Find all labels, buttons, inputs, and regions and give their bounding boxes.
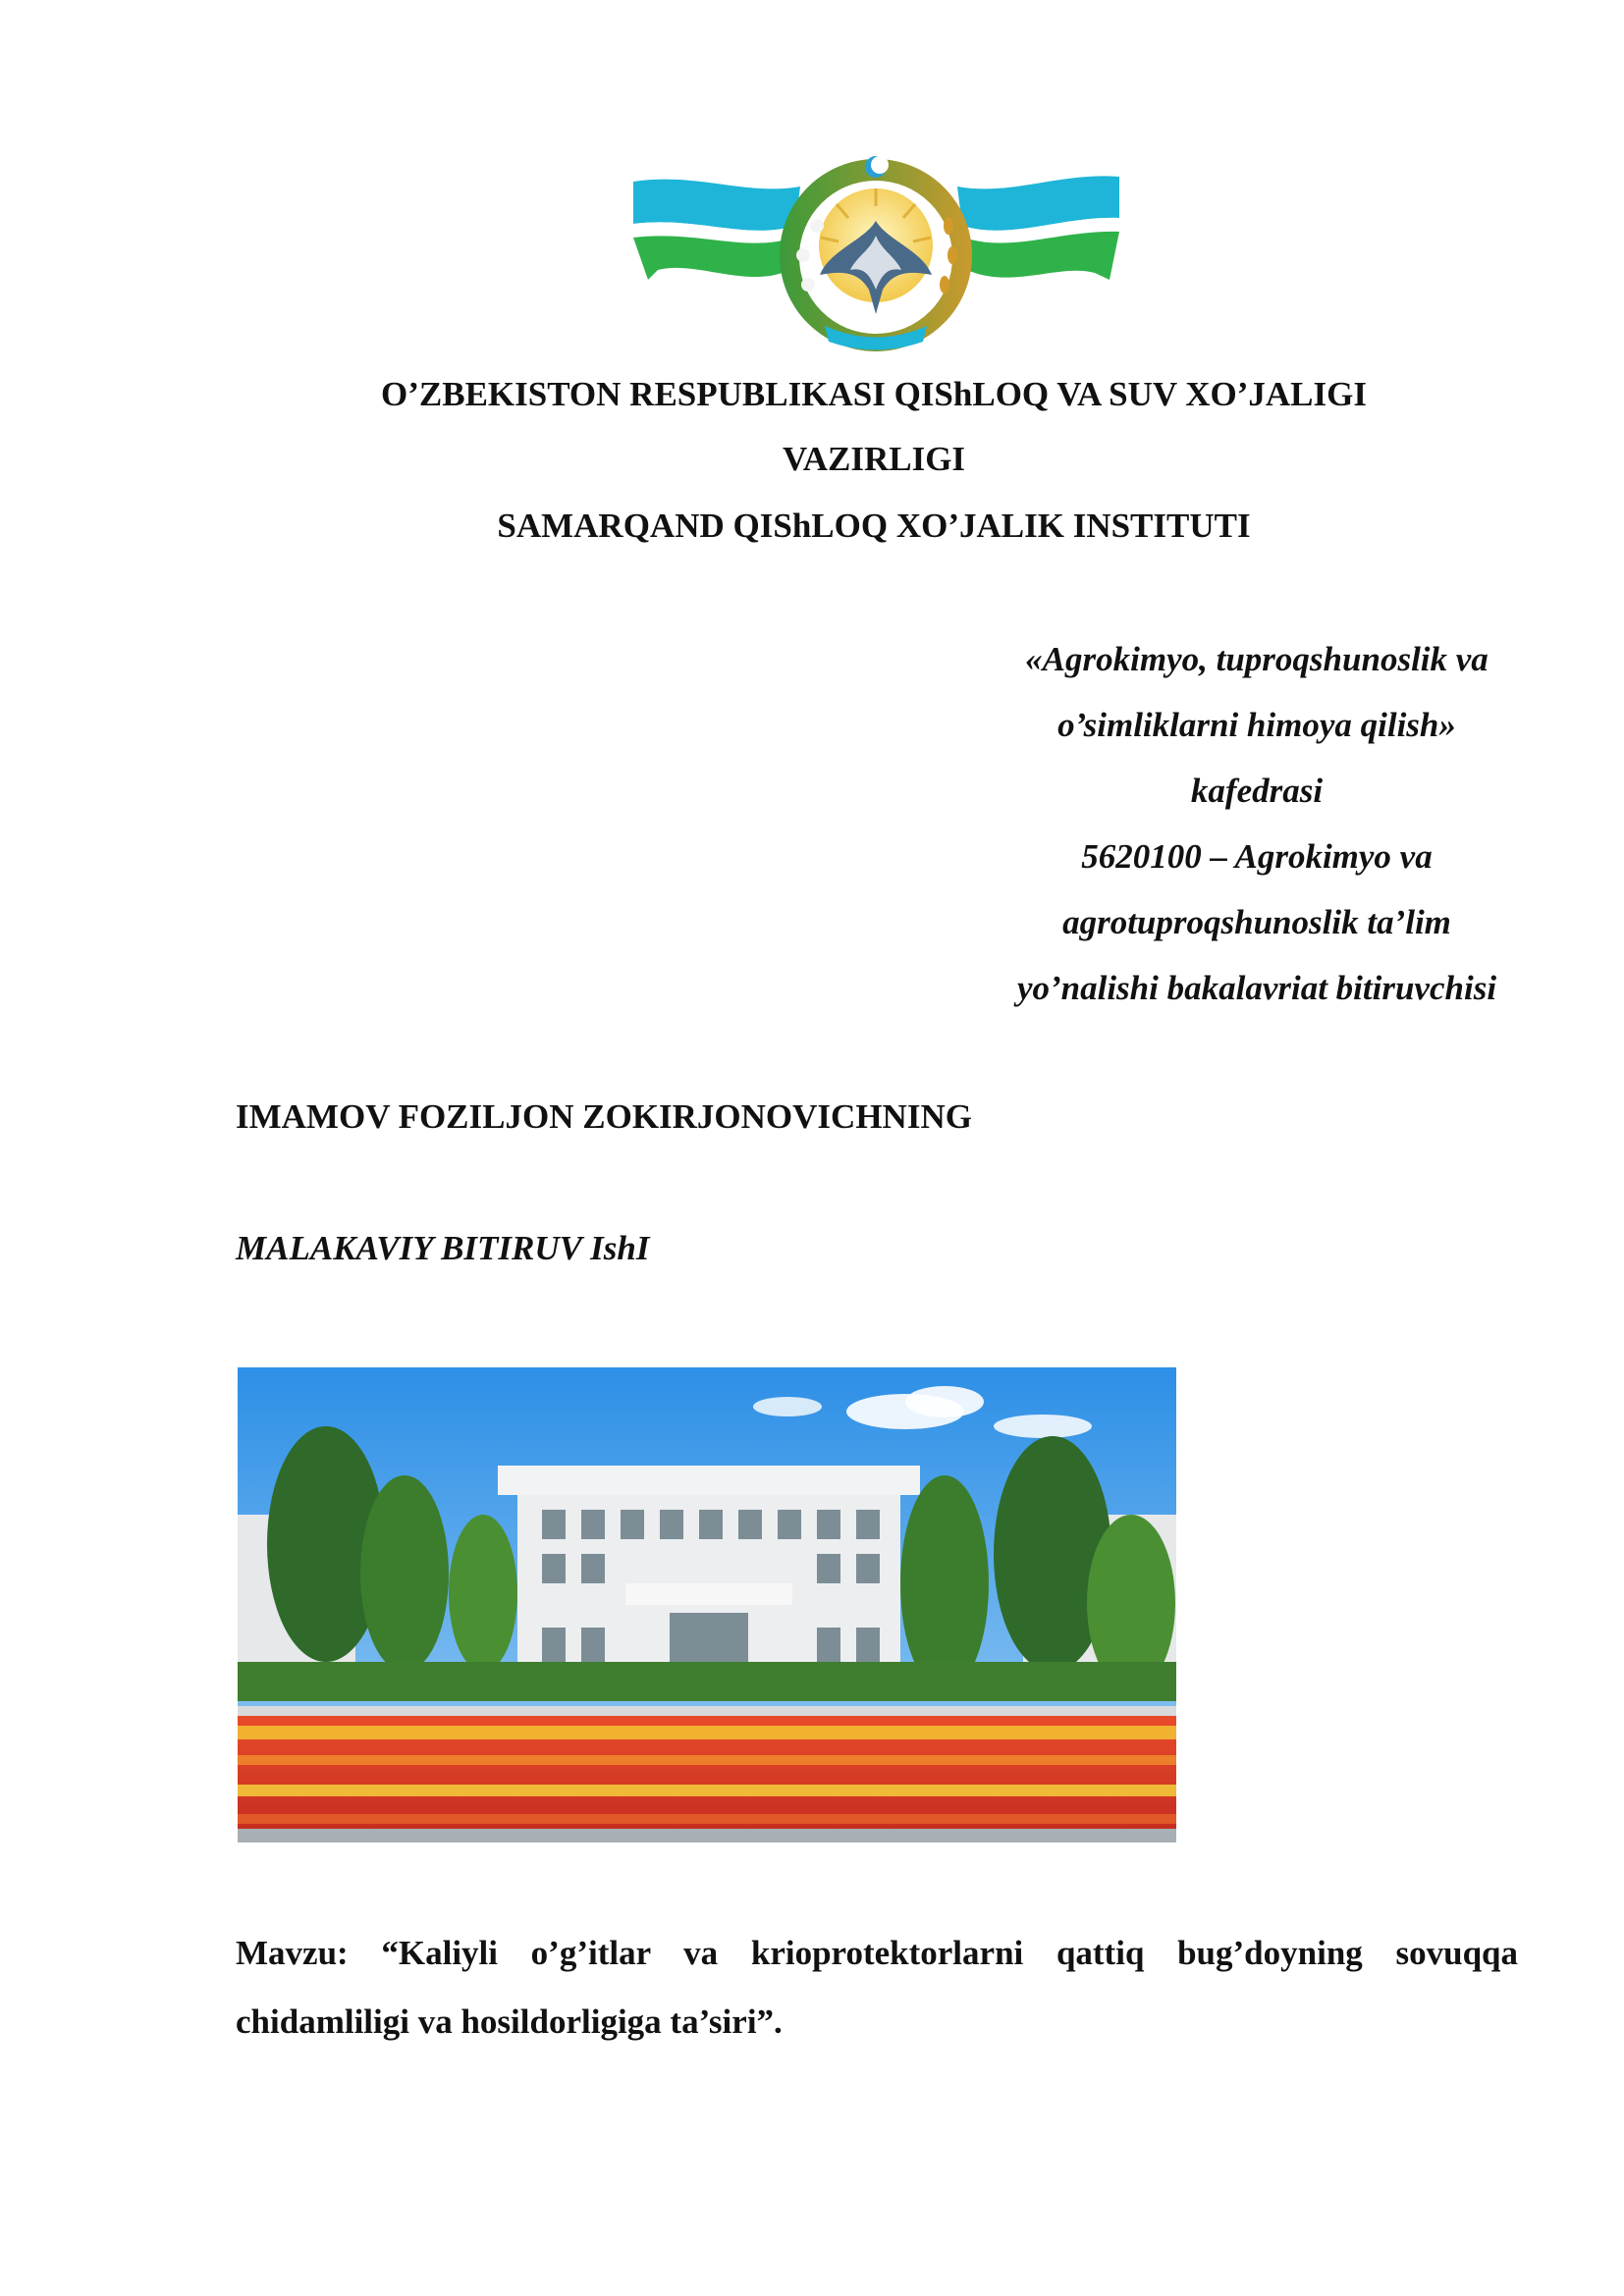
department-line: yo’nalishi bakalavriat bitiruvchisi <box>1016 969 1497 1007</box>
department-line: o’simliklarni himoya qilish» <box>1057 706 1456 744</box>
thesis-topic: Mavzu: “Kaliyli o’g’itlar va krioprotektorlarni qattiq bug’doyning sovuqqa chidamliligi va hosildorligiga ta’siri”. <box>236 1934 1518 2041</box>
ministry-title-line2: VAZIRLIGI <box>782 440 966 478</box>
department-line: kafedrasi <box>1190 772 1324 810</box>
author-name: IMAMOV FOZILJON ZOKIRJONOVICHNING <box>236 1097 972 1136</box>
department-line: 5620100 – Agrokimyo va <box>1081 837 1433 876</box>
department-line: agrotuproqshunoslik ta’lim <box>1062 903 1451 941</box>
state-emblem-icon <box>628 147 1124 353</box>
work-type: MALAKAVIY BITIRUV IshI <box>236 1229 650 1267</box>
ministry-title-line1: O’ZBEKISTON RESPUBLIKASI QIShLOQ VA SUV XO’JALIGI <box>381 375 1367 413</box>
institute-title: SAMARQAND QIShLOQ XO’JALIK INSTITUTI <box>497 507 1251 545</box>
department-line: «Agrokimyo, tuproqshunoslik va <box>1025 640 1489 678</box>
department-block <box>913 626 1600 1021</box>
institute-photo <box>238 1367 1176 1842</box>
